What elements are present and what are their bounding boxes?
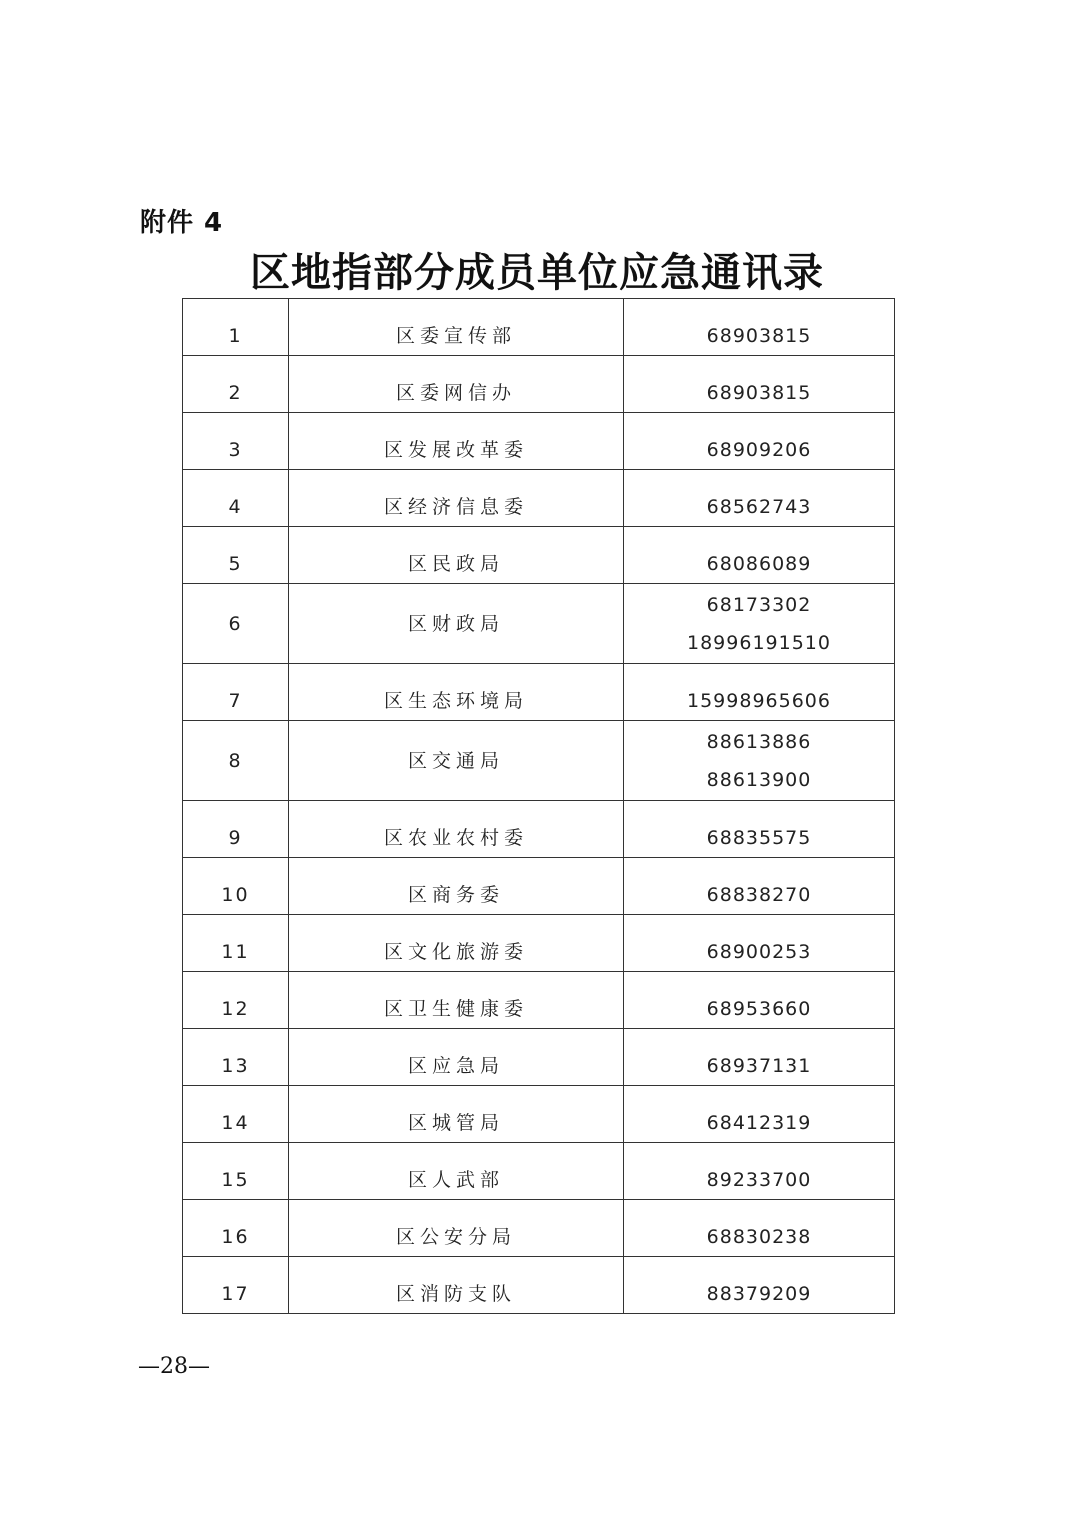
unit-name: 区发展改革委 (289, 413, 624, 470)
phone-number: 68173302 (706, 593, 812, 616)
unit-name: 区财政局 (289, 584, 624, 664)
contact-table-body (183, 299, 895, 1314)
unit-name: 区生态环境局 (289, 664, 624, 721)
row-index: 13 (183, 1029, 289, 1086)
row-index: 2 (183, 356, 289, 413)
unit-name: 区委网信办 (289, 356, 624, 413)
phone-cell (624, 972, 895, 1029)
table-row (183, 1029, 895, 1086)
row-index: 8 (183, 721, 289, 801)
phone-number: 89233700 (706, 1169, 812, 1191)
table-row (183, 721, 895, 801)
phone-cell (624, 801, 895, 858)
row-index: 6 (183, 584, 289, 664)
table-row (183, 664, 895, 721)
phone-number: 88379209 (706, 1283, 812, 1305)
phone-cell (624, 1143, 895, 1200)
phone-cell (624, 858, 895, 915)
unit-name: 区经济信息委 (289, 470, 624, 527)
phone-number: 68835575 (706, 827, 812, 849)
phone-number: 68830238 (706, 1226, 812, 1248)
phone-number: 68412319 (706, 1112, 812, 1134)
phone-cell (624, 1200, 895, 1257)
row-index: 11 (183, 915, 289, 972)
row-index: 14 (183, 1086, 289, 1143)
phone-number: 68562743 (706, 496, 812, 518)
phone-cell (624, 1257, 895, 1314)
phone-cell (624, 1086, 895, 1143)
table-row (183, 915, 895, 972)
phone-cell (624, 915, 895, 972)
phone-cell (624, 584, 895, 664)
table-row (183, 356, 895, 413)
page-number: —28— (138, 1354, 210, 1379)
phone-number: 68903815 (706, 325, 812, 347)
table-row (183, 584, 895, 664)
unit-name: 区民政局 (289, 527, 624, 584)
unit-name: 区交通局 (289, 721, 624, 801)
row-index: 12 (183, 972, 289, 1029)
row-index: 4 (183, 470, 289, 527)
phone-number: 88613886 (706, 730, 812, 753)
table-row (183, 1200, 895, 1257)
row-index: 10 (183, 858, 289, 915)
phone-cell (624, 664, 895, 721)
phone-number: 68838270 (706, 884, 812, 906)
phone-cell (624, 413, 895, 470)
row-index: 16 (183, 1200, 289, 1257)
phone-cell (624, 527, 895, 584)
row-index: 1 (183, 299, 289, 356)
phone-number: 88613900 (706, 768, 812, 791)
table-row (183, 299, 895, 356)
phone-cell (624, 470, 895, 527)
attachment-label: 附件 4 (140, 208, 224, 238)
unit-name: 区卫生健康委 (289, 972, 624, 1029)
row-index: 15 (183, 1143, 289, 1200)
phone-cell (624, 721, 895, 801)
phone-number: 68909206 (706, 439, 812, 461)
contact-table (182, 298, 895, 1314)
phone-number: 18996191510 (687, 631, 831, 654)
table-row (183, 858, 895, 915)
unit-name: 区城管局 (289, 1086, 624, 1143)
table-row (183, 1257, 895, 1314)
row-index: 5 (183, 527, 289, 584)
phone-number: 68953660 (706, 998, 812, 1020)
table-row (183, 1086, 895, 1143)
phone-number: 68086089 (706, 553, 812, 575)
phone-cell (624, 1029, 895, 1086)
table-row (183, 801, 895, 858)
row-index: 3 (183, 413, 289, 470)
unit-name: 区文化旅游委 (289, 915, 624, 972)
phone-number: 68903815 (706, 382, 812, 404)
row-index: 7 (183, 664, 289, 721)
phone-cell (624, 299, 895, 356)
unit-name: 区农业农村委 (289, 801, 624, 858)
phone-cell (624, 356, 895, 413)
unit-name: 区应急局 (289, 1029, 624, 1086)
table-row (183, 1143, 895, 1200)
table-row (183, 527, 895, 584)
table-row (183, 413, 895, 470)
unit-name: 区人武部 (289, 1143, 624, 1200)
unit-name: 区委宣传部 (289, 299, 624, 356)
table-row (183, 972, 895, 1029)
row-index: 17 (183, 1257, 289, 1314)
document-title: 区地指部分成员单位应急通讯录 (250, 249, 824, 296)
table-row (183, 470, 895, 527)
row-index: 9 (183, 801, 289, 858)
unit-name: 区商务委 (289, 858, 624, 915)
phone-number: 68900253 (706, 941, 812, 963)
phone-number: 68937131 (706, 1055, 812, 1077)
unit-name: 区公安分局 (289, 1200, 624, 1257)
phone-number: 15998965606 (687, 690, 831, 712)
unit-name: 区消防支队 (289, 1257, 624, 1314)
